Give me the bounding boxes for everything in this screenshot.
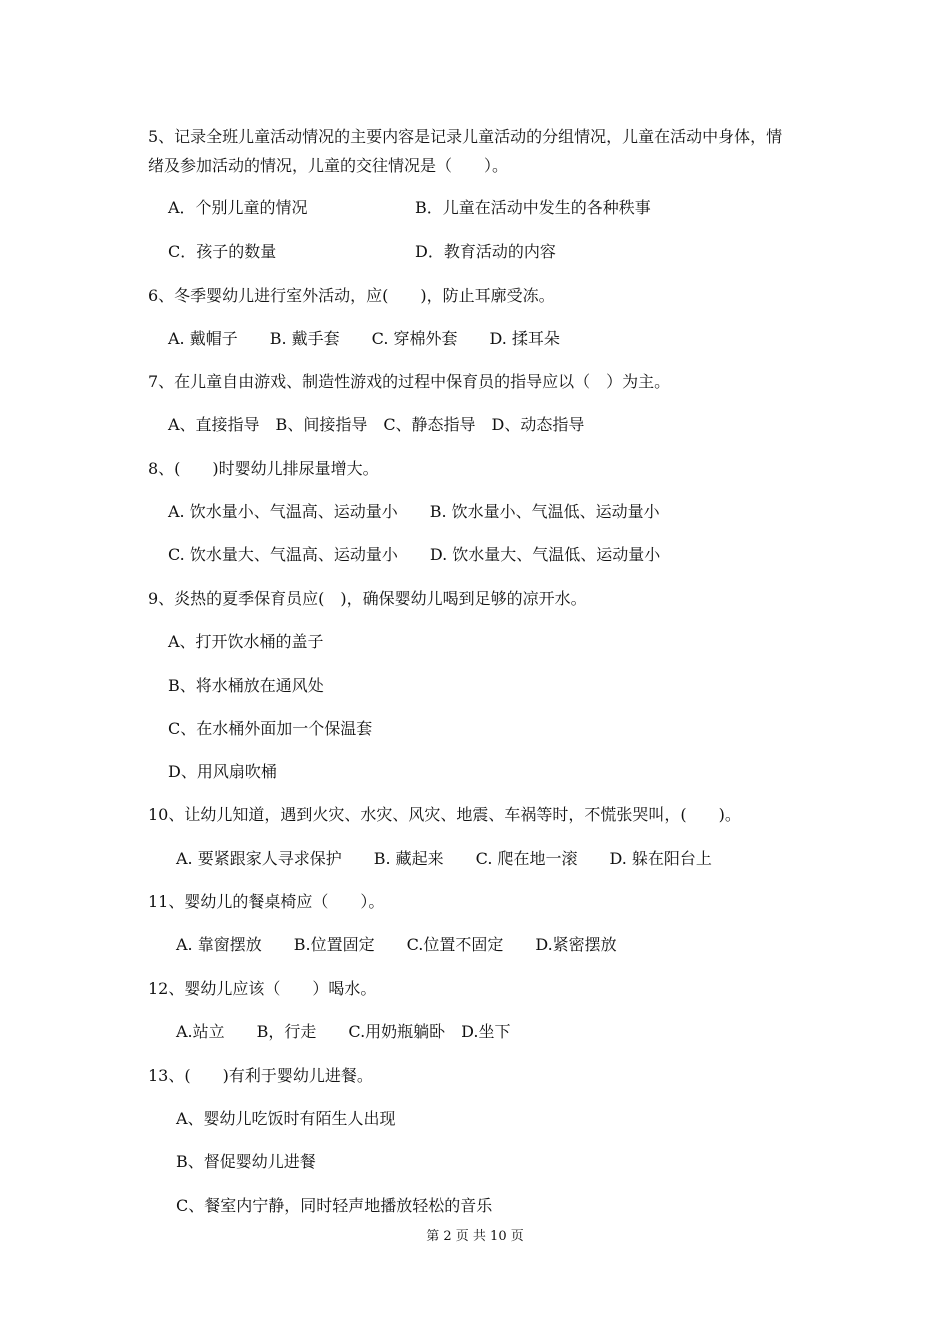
q8-stem: 8、( )时婴幼儿排尿量增大。 xyxy=(148,459,379,478)
q13-option-b: B、督促婴幼儿进餐 xyxy=(176,1152,316,1171)
q9-option-b: B、将水桶放在通风处 xyxy=(168,676,324,695)
q8-options-row1: A. 饮水量小、气温高、运动量小 B. 饮水量小、气温低、运动量小 xyxy=(168,502,660,521)
q9-option-a: A、打开饮水桶的盖子 xyxy=(168,632,324,651)
q5-option-c: C．孩子的数量 xyxy=(168,242,277,261)
q12-options: A.站立 B，行走 C.用奶瓶躺卧 D.坐下 xyxy=(176,1022,511,1041)
q11-stem: 11、婴幼儿的餐桌椅应（ ）。 xyxy=(148,892,385,911)
q6-stem: 6、冬季婴幼儿进行室外活动，应( )，防止耳廓受冻。 xyxy=(148,286,555,305)
q8-options-row2: C. 饮水量大、气温高、运动量小 D. 饮水量大、气温低、运动量小 xyxy=(168,545,661,564)
q9-stem: 9、炎热的夏季保育员应( )，确保婴幼儿喝到足够的凉开水。 xyxy=(148,589,587,608)
q5-stem-line1: 5、记录全班儿童活动情况的主要内容是记录儿童活动的分组情况，儿童在活动中身体，情 xyxy=(148,127,783,146)
page-number-footer: 第 2 页 共 10 页 xyxy=(426,1229,524,1244)
q7-stem: 7、在儿童自由游戏、制造性游戏的过程中保育员的指导应以（ ）为主。 xyxy=(148,372,671,391)
q12-stem: 12、婴幼儿应该（ ）喝水。 xyxy=(148,979,377,998)
q10-options: A. 要紧跟家人寻求保护 B. 藏起来 C. 爬在地一滚 D. 躲在阳台上 xyxy=(176,849,712,868)
q7-options: A、直接指导 B、间接指导 C、静态指导 D、动态指导 xyxy=(168,415,585,434)
q10-stem: 10、让幼儿知道，遇到火灾、水灾、风灾、地震、车祸等时，不慌张哭叫，( )。 xyxy=(148,805,741,824)
q13-option-c: C、餐室内宁静，同时轻声地播放轻松的音乐 xyxy=(176,1196,493,1215)
q5-option-a: A．个别儿童的情况 xyxy=(168,198,308,217)
q5-option-d: D．教育活动的内容 xyxy=(415,242,556,261)
q9-option-c: C、在水桶外面加一个保温套 xyxy=(168,719,373,738)
q5-option-b: B．儿童在活动中发生的各种秩事 xyxy=(415,198,651,217)
q6-options: A. 戴帽子 B. 戴手套 C. 穿棉外套 D. 揉耳朵 xyxy=(168,329,560,348)
q9-option-d: D、用风扇吹桶 xyxy=(168,762,277,781)
q13-option-a: A、婴幼儿吃饭时有陌生人出现 xyxy=(176,1109,396,1128)
q11-options: A. 靠窗摆放 B.位置固定 C.位置不固定 D.紧密摆放 xyxy=(176,935,617,954)
q5-stem-line2: 绪及参加活动的情况，儿童的交往情况是（ ）。 xyxy=(148,156,509,175)
q13-stem: 13、( )有利于婴幼儿进餐。 xyxy=(148,1066,373,1085)
